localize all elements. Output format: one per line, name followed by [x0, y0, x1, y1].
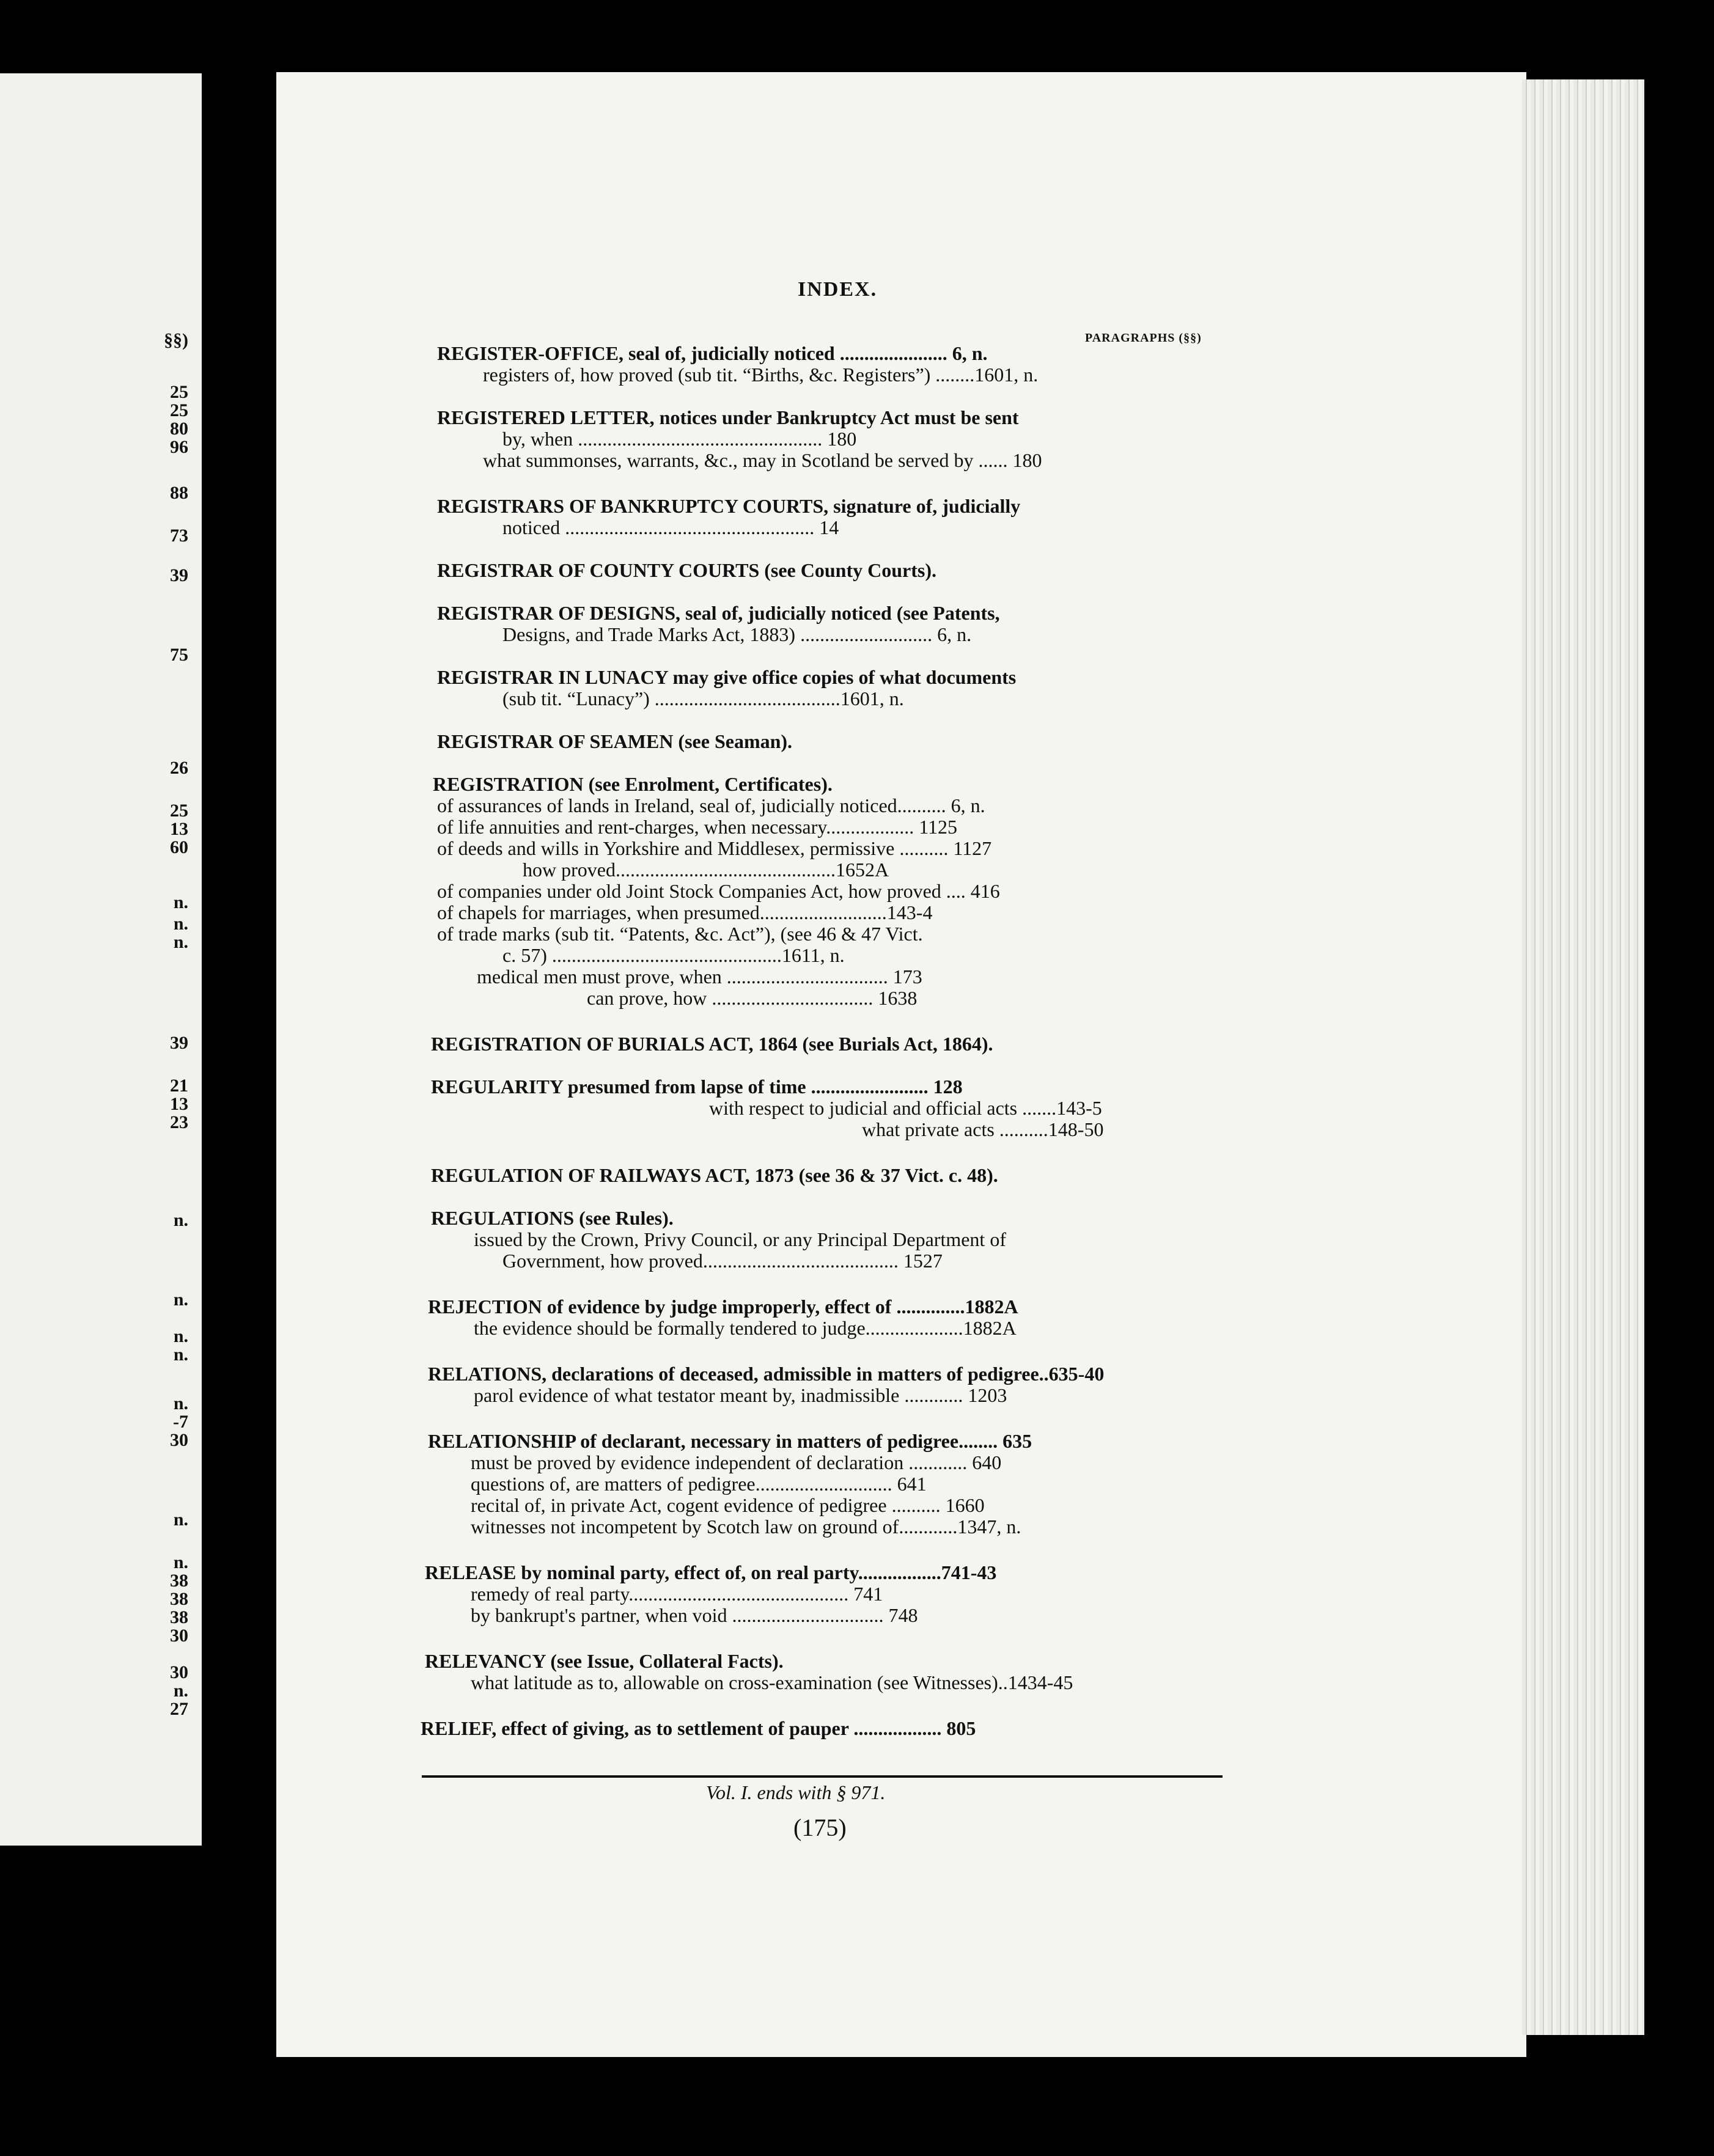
index-subentry: of companies under old Joint Stock Companies Act, how proved .... 416 — [437, 880, 1000, 902]
index-subentry: must be proved by evidence independent of declaration ............ 640 — [471, 1451, 1002, 1473]
facing-page-number: n. — [173, 1344, 188, 1365]
facing-page-number: 27 — [170, 1699, 188, 1719]
index-subentry: with respect to judicial and official acts .......143-5 — [709, 1097, 1102, 1119]
facing-page-number: 13 — [170, 819, 188, 839]
facing-page-number: n. — [173, 1210, 188, 1230]
facing-page-number: 39 — [170, 565, 188, 585]
facing-page-number: 23 — [170, 1112, 188, 1132]
facing-page-number: n. — [173, 1289, 188, 1310]
facing-page-fragment — [0, 73, 202, 1846]
index-subentry: noticed ................................................... 14 — [502, 516, 839, 538]
index-subentry: by bankrupt's partner, when void ............................... 748 — [471, 1604, 918, 1626]
index-subentry: c. 57) ...............................................1611, n. — [502, 944, 845, 966]
facing-page-number: n. — [173, 1393, 188, 1414]
index-entry-heading: REGISTRARS OF BANKRUPTCY COURTS, signature of, judicially — [437, 495, 1021, 517]
index-subentry: the evidence should be formally tendered to judge....................1882A — [474, 1317, 1017, 1339]
index-entry-heading: REGISTRATION (see Enrolment, Certificates). — [433, 773, 833, 795]
index-subentry: recital of, in private Act, cogent evidence of pedigree .......... 1660 — [471, 1494, 985, 1516]
index-subentry: can prove, how ................................. 1638 — [587, 987, 918, 1009]
index-subentry: (sub tit. “Lunacy”) ......................................1601, n. — [502, 688, 904, 710]
index-entry-heading: REGULARITY presumed from lapse of time ........................ 128 — [431, 1076, 963, 1098]
facing-page-number: §§) — [164, 330, 188, 350]
index-subentry: remedy of real party............................................. 741 — [471, 1583, 883, 1605]
facing-page-number: 38 — [170, 1589, 188, 1609]
index-subentry: issued by the Crown, Privy Council, or any Principal Department of — [474, 1228, 1006, 1250]
facing-page-number: 30 — [170, 1626, 188, 1646]
index-subentry: witnesses not incompetent by Scotch law on ground of............1347, n. — [471, 1516, 1021, 1538]
facing-page-number: 88 — [170, 483, 188, 503]
index-entry-heading: RELEVANCY (see Issue, Collateral Facts). — [425, 1650, 784, 1672]
index-subentry: of chapels for marriages, when presumed..........................143-4 — [437, 901, 933, 923]
facing-page-number: 60 — [170, 837, 188, 857]
index-subentry: parol evidence of what testator meant by, inadmissible ............ 1203 — [474, 1384, 1007, 1406]
footer-rule — [422, 1775, 1223, 1778]
facing-page-number: n. — [173, 1326, 188, 1346]
facing-page-number: 39 — [170, 1033, 188, 1053]
facing-page-number: 73 — [170, 526, 188, 546]
index-entry-heading: RELATIONS, declarations of deceased, admissible in matters of pedigree..635-40 — [428, 1363, 1105, 1385]
facing-page-number: 25 — [170, 801, 188, 821]
index-entry-heading: REGISTER-OFFICE, seal of, judicially noticed ...................... 6, n. — [437, 342, 988, 364]
facing-page-number: n. — [173, 1552, 188, 1572]
facing-page-number: 25 — [170, 382, 188, 402]
index-entry-heading: RELIEF, effect of giving, as to settlement of pauper .................. 805 — [421, 1717, 976, 1739]
facing-page-number: n. — [173, 1509, 188, 1530]
index-subentry: what summonses, warrants, &c., may in Scotland be served by ...... 180 — [483, 449, 1042, 471]
page-title: INDEX. — [798, 278, 878, 301]
index-subentry: registers of, how proved (sub tit. “Births, &c. Registers”) ........1601, n. — [483, 364, 1039, 386]
facing-page-number: 13 — [170, 1094, 188, 1114]
index-subentry: how proved.............................................1652A — [523, 859, 889, 881]
facing-page-number: 96 — [170, 437, 188, 457]
index-entry-heading: REGISTRATION OF BURIALS ACT, 1864 (see Burials Act, 1864). — [431, 1033, 993, 1055]
index-subentry: by, when .................................................. 180 — [502, 428, 857, 450]
index-entry-heading: REGISTRAR OF DESIGNS, seal of, judicially noticed (see Patents, — [437, 602, 1000, 624]
index-entry-heading: RELEASE by nominal party, effect of, on real party.................741-43 — [425, 1561, 997, 1583]
index-entry-heading: REGULATIONS (see Rules). — [431, 1207, 674, 1229]
facing-page-number: 80 — [170, 419, 188, 439]
facing-page-number: 30 — [170, 1662, 188, 1682]
facing-page-number: 30 — [170, 1430, 188, 1450]
facing-page-number: 25 — [170, 400, 188, 420]
index-entry-heading: REGISTRAR OF SEAMEN (see Seaman). — [437, 730, 793, 752]
index-entry-heading: REGISTRAR IN LUNACY may give office copies of what documents — [437, 666, 1017, 688]
index-subentry: of trade marks (sub tit. “Patents, &c. Act”), (see 46 & 47 Vict. — [437, 923, 923, 945]
facing-page-number: n. — [173, 932, 188, 952]
index-subentry: what private acts ..........148-50 — [862, 1118, 1104, 1140]
index-entry-heading: REGISTRAR OF COUNTY COURTS (see County Courts). — [437, 559, 936, 581]
volume-note: Vol. I. ends with § 971. — [706, 1781, 886, 1803]
facing-page-number: n. — [173, 1681, 188, 1701]
facing-page-number: n. — [173, 892, 188, 912]
index-subentry: of life annuities and rent-charges, when necessary.................. 1125 — [437, 816, 957, 838]
index-entry-heading: RELATIONSHIP of declarant, necessary in matters of pedigree........ 635 — [428, 1430, 1032, 1452]
facing-page-number: 38 — [170, 1571, 188, 1591]
index-entry-heading: REGULATION OF RAILWAYS ACT, 1873 (see 36 & 37 Vict. c. 48). — [431, 1164, 998, 1186]
paragraphs-heading: PARAGRAPHS (§§) — [1085, 331, 1202, 345]
facing-page-number: 26 — [170, 758, 188, 778]
index-entry-heading: REGISTERED LETTER, notices under Bankruptcy Act must be sent — [437, 406, 1019, 428]
page-edges — [1522, 79, 1644, 2035]
facing-page-number: 75 — [170, 645, 188, 665]
index-subentry: questions of, are matters of pedigree............................ 641 — [471, 1473, 927, 1495]
facing-page-number: 38 — [170, 1607, 188, 1627]
facing-page-number: 21 — [170, 1076, 188, 1096]
index-subentry: medical men must prove, when ................................. 173 — [477, 966, 922, 988]
index-entry-heading: REJECTION of evidence by judge improperly, effect of ..............1882A — [428, 1296, 1018, 1318]
page-number: (175) — [793, 1814, 847, 1841]
facing-page-number: n. — [173, 914, 188, 934]
facing-page-number: -7 — [173, 1412, 188, 1432]
index-subentry: Government, how proved........................................ 1527 — [502, 1250, 943, 1272]
index-subentry: of deeds and wills in Yorkshire and Middlesex, permissive .......... 1127 — [437, 837, 992, 859]
index-subentry: of assurances of lands in Ireland, seal of, judicially noticed.......... 6, n. — [437, 794, 985, 816]
index-subentry: what latitude as to, allowable on cross-examination (see Witnesses)..1434-45 — [471, 1671, 1073, 1693]
index-subentry: Designs, and Trade Marks Act, 1883) ........................... 6, n. — [502, 623, 972, 645]
